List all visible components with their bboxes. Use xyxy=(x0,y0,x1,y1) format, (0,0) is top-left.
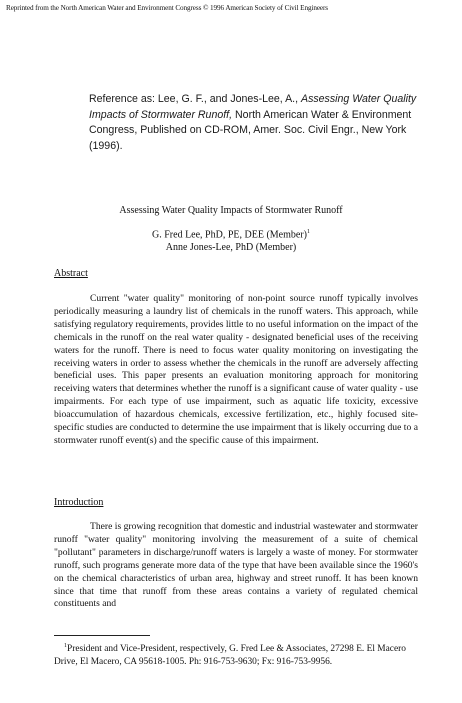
author-1: G. Fred Lee, PhD, PE, DEE (Member) xyxy=(152,229,307,241)
copyright-notice: Reprinted from the North American Water and Environment Congress © 1996 American Society of Civil Engineers xyxy=(6,4,329,12)
reference-suffix: North American Water & Environment Congress, Published on CD-ROM, Amer. Soc. Civil Engr., New York (1996). xyxy=(89,108,412,152)
introduction-text: There is growing recognition that domestic and industrial wastewater and stormwater runoff "water quality" monitoring involving the measurement of a suite of chemical "pollutant" parameters in discharge/runoff waters is largely a waste of money. For stormwater runoff, such programs generate more data of the type that have been available since the 1960's on the chemical characteristics of urban area, highway and street runoff. It has been known since that time that runoff from these areas contains a variety of regulated chemical constituents and xyxy=(54,521,418,610)
reference-title: Assessing Water Quality Impacts of Stormwater Runoff, xyxy=(89,93,417,121)
author-footnote-mark: 1 xyxy=(306,229,310,235)
reference-prefix: Reference as: Lee, G. F., and Jones-Lee, A., xyxy=(89,93,301,105)
introduction-heading: Introduction xyxy=(54,497,104,508)
abstract-text: Current "water quality" monitoring of non-point source runoff typically involves periodically measuring a laundry list of chemicals in the runoff waters. This approach, while satisfying regulatory requirements, provides little to no useful information on the impact of the chemicals in the runoff on the real water quality - designated beneficial uses of the receiving waters for the runoff. There is need to focus water quality monitoring on investigating the receiving waters in order to assess whether the chemicals in the runoff are adversely affecting beneficial uses. This paper presents an evaluation monitoring approach for monitoring receiving waters that determines whether the runoff is a significant cause of water quality - use impairments. For each type of use impairment, such as aquatic life toxicity, excessive bioaccumulation of hazardous chemicals, excessive fertilization, etc., highly focused site-specific studies are conducted to determine the use impairment that is likely occurring due to a stormwater runoff event(s) and the specific cause of this impairment. xyxy=(54,293,418,446)
footnote-rule xyxy=(54,635,150,636)
abstract-heading: Abstract xyxy=(54,268,88,279)
footnote-mark: 1 xyxy=(64,643,67,649)
footnote xyxy=(54,640,418,668)
author-line-1 xyxy=(0,226,462,242)
footnote-text: President and Vice-President, respectively, G. Fred Lee & Associates, 27298 E. El Macero Drive, El Macero, CA 95618-1005. Ph: 916-753-9630; Fx: 916-753-9956. xyxy=(54,644,406,667)
author-block xyxy=(0,226,462,254)
paper-title: Assessing Water Quality Impacts of Stormwater Runoff xyxy=(119,205,343,216)
author-2: Anne Jones-Lee, PhD (Member) xyxy=(165,241,297,253)
reference-citation xyxy=(89,92,427,154)
